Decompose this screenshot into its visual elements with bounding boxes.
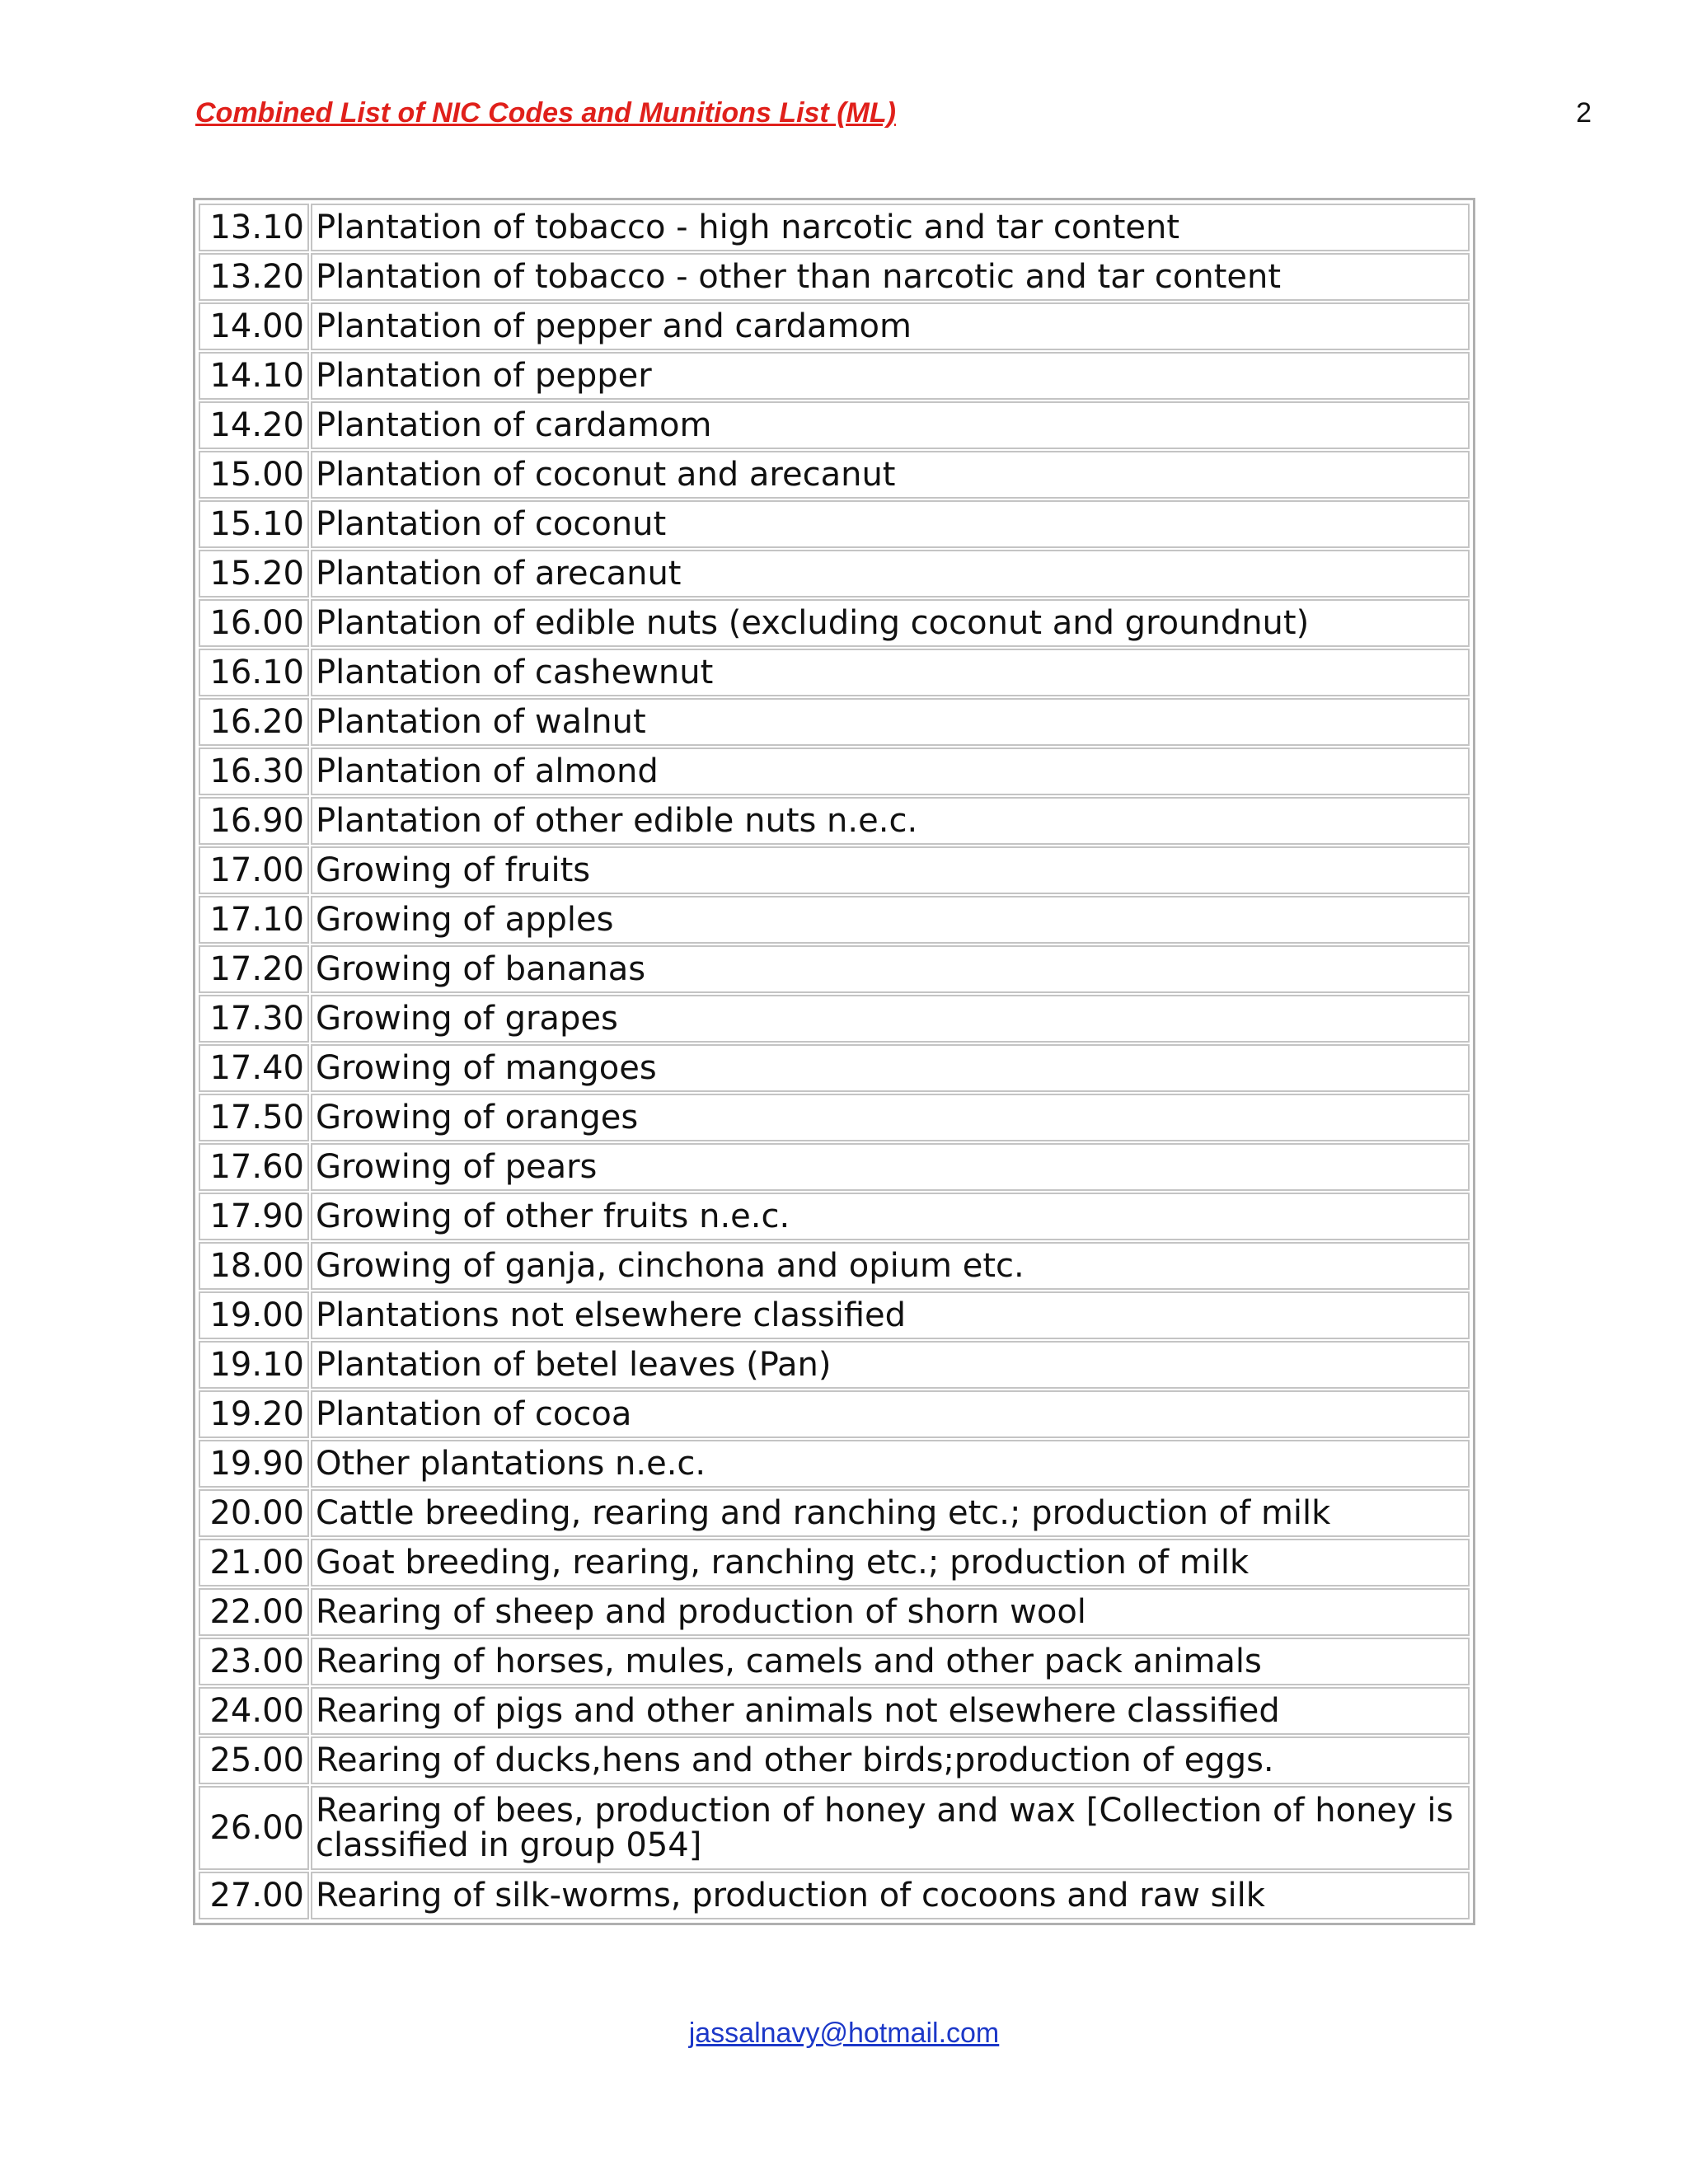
table-row: [199, 1143, 1470, 1191]
nic-description-cell: Growing of mangoes: [311, 1044, 1470, 1092]
nic-code-cell: 16.00: [199, 599, 309, 647]
nic-description-cell: Growing of pears: [311, 1143, 1470, 1191]
nic-code-cell: 16.30: [199, 748, 309, 795]
nic-code-cell: 14.20: [199, 401, 309, 449]
nic-code-cell: 22.00: [199, 1588, 309, 1636]
nic-code-cell: 16.10: [199, 649, 309, 696]
nic-code-cell: 21.00: [199, 1539, 309, 1586]
table-row: [199, 698, 1470, 746]
nic-description-cell: Plantation of pepper: [311, 352, 1470, 400]
nic-description-cell: Cattle breeding, rearing and ranching etc.; production of milk: [311, 1489, 1470, 1537]
table-row: [199, 599, 1470, 647]
nic-description-cell: Plantation of cashewnut: [311, 649, 1470, 696]
nic-code-table: [197, 202, 1471, 1921]
table-row: [199, 401, 1470, 449]
nic-description-cell: Growing of fruits: [311, 846, 1470, 894]
nic-description-cell: Plantation of almond: [311, 748, 1470, 795]
table-row: [199, 253, 1470, 301]
table-row: [199, 204, 1470, 251]
nic-description-cell: Plantation of arecanut: [311, 550, 1470, 598]
table-row: [199, 1872, 1470, 1919]
nic-description-cell: Rearing of ducks,hens and other birds;production of eggs.: [311, 1736, 1470, 1784]
table-row: [199, 1440, 1470, 1488]
footer-email-link[interactable]: jassalnavy@hotmail.com: [688, 2018, 1000, 2049]
nic-description-cell: Growing of bananas: [311, 945, 1470, 993]
table-row: [199, 1094, 1470, 1141]
nic-code-cell: 17.60: [199, 1143, 309, 1191]
table-row: [199, 1638, 1470, 1685]
table-row: [199, 846, 1470, 894]
nic-code-cell: 23.00: [199, 1638, 309, 1685]
table-row: [199, 995, 1470, 1043]
table-row: [199, 550, 1470, 598]
nic-description-cell: Other plantations n.e.c.: [311, 1440, 1470, 1488]
nic-description-cell: Rearing of sheep and production of shorn wool: [311, 1588, 1470, 1636]
nic-description-cell: Growing of other fruits n.e.c.: [311, 1193, 1470, 1240]
table-row: [199, 649, 1470, 696]
nic-description-cell: Plantation of betel leaves (Pan): [311, 1341, 1470, 1389]
nic-code-cell: 16.20: [199, 698, 309, 746]
nic-code-cell: 27.00: [199, 1872, 309, 1919]
table-row: [199, 1193, 1470, 1240]
nic-code-cell: 24.00: [199, 1687, 309, 1735]
nic-code-cell: 17.30: [199, 995, 309, 1043]
table-row: [199, 1489, 1470, 1537]
nic-code-cell: 17.40: [199, 1044, 309, 1092]
nic-description-cell: Plantation of tobacco - high narcotic and tar content: [311, 204, 1470, 251]
nic-code-table-container: [193, 198, 1475, 1925]
nic-description-cell: Plantation of pepper and cardamom: [311, 302, 1470, 350]
nic-code-cell: 15.10: [199, 500, 309, 548]
nic-code-cell: 19.20: [199, 1390, 309, 1438]
nic-description-cell: Plantation of other edible nuts n.e.c.: [311, 797, 1470, 845]
nic-code-cell: 17.20: [199, 945, 309, 993]
nic-description-cell: Plantation of walnut: [311, 698, 1470, 746]
nic-code-cell: 13.20: [199, 253, 309, 301]
nic-description-cell: Rearing of bees, production of honey and wax [Collection of honey is classified in group 054]: [311, 1786, 1470, 1870]
table-row: [199, 352, 1470, 400]
nic-code-cell: 19.10: [199, 1341, 309, 1389]
nic-code-cell: 17.00: [199, 846, 309, 894]
table-row: [199, 451, 1470, 499]
table-row: [199, 896, 1470, 944]
nic-description-cell: Plantation of coconut and arecanut: [311, 451, 1470, 499]
table-row: [199, 500, 1470, 548]
table-row: [199, 1736, 1470, 1784]
table-row: [199, 797, 1470, 845]
table-row: [199, 945, 1470, 993]
nic-code-cell: 19.90: [199, 1440, 309, 1488]
nic-code-cell: 15.20: [199, 550, 309, 598]
table-row: [199, 1390, 1470, 1438]
nic-code-cell: 13.10: [199, 204, 309, 251]
nic-description-cell: Plantation of tobacco - other than narcotic and tar content: [311, 253, 1470, 301]
nic-code-cell: 18.00: [199, 1242, 309, 1290]
nic-description-cell: Growing of apples: [311, 896, 1470, 944]
table-row: [199, 1539, 1470, 1586]
nic-code-cell: 17.50: [199, 1094, 309, 1141]
nic-description-cell: Plantations not elsewhere classified: [311, 1291, 1470, 1339]
table-row: [199, 1242, 1470, 1290]
table-row: [199, 1588, 1470, 1636]
nic-description-cell: Plantation of edible nuts (excluding coconut and groundnut): [311, 599, 1470, 647]
table-row: [199, 1786, 1470, 1870]
page-number: 2: [1576, 97, 1592, 129]
nic-code-cell: 20.00: [199, 1489, 309, 1537]
nic-description-cell: Goat breeding, rearing, ranching etc.; production of milk: [311, 1539, 1470, 1586]
nic-description-cell: Growing of ganja, cinchona and opium etc.: [311, 1242, 1470, 1290]
nic-description-cell: Plantation of coconut: [311, 500, 1470, 548]
page-header-title: Combined List of NIC Codes and Munitions List (ML): [195, 97, 896, 129]
nic-description-cell: Growing of oranges: [311, 1094, 1470, 1141]
table-row: [199, 1291, 1470, 1339]
table-row: [199, 1044, 1470, 1092]
table-row: [199, 1341, 1470, 1389]
nic-description-cell: Rearing of silk-worms, production of cocoons and raw silk: [311, 1872, 1470, 1919]
table-row: [199, 1687, 1470, 1735]
nic-code-cell: 25.00: [199, 1736, 309, 1784]
table-row: [199, 748, 1470, 795]
nic-code-cell: 26.00: [199, 1786, 309, 1870]
nic-description-cell: Growing of grapes: [311, 995, 1470, 1043]
nic-code-cell: 14.00: [199, 302, 309, 350]
nic-code-cell: 16.90: [199, 797, 309, 845]
nic-description-cell: Plantation of cardamom: [311, 401, 1470, 449]
nic-code-cell: 19.00: [199, 1291, 309, 1339]
nic-code-cell: 15.00: [199, 451, 309, 499]
nic-description-cell: Plantation of cocoa: [311, 1390, 1470, 1438]
nic-code-cell: 14.10: [199, 352, 309, 400]
table-row: [199, 302, 1470, 350]
nic-code-cell: 17.90: [199, 1193, 309, 1240]
nic-code-cell: 17.10: [199, 896, 309, 944]
nic-description-cell: Rearing of horses, mules, camels and other pack animals: [311, 1638, 1470, 1685]
nic-description-cell: Rearing of pigs and other animals not elsewhere classified: [311, 1687, 1470, 1735]
